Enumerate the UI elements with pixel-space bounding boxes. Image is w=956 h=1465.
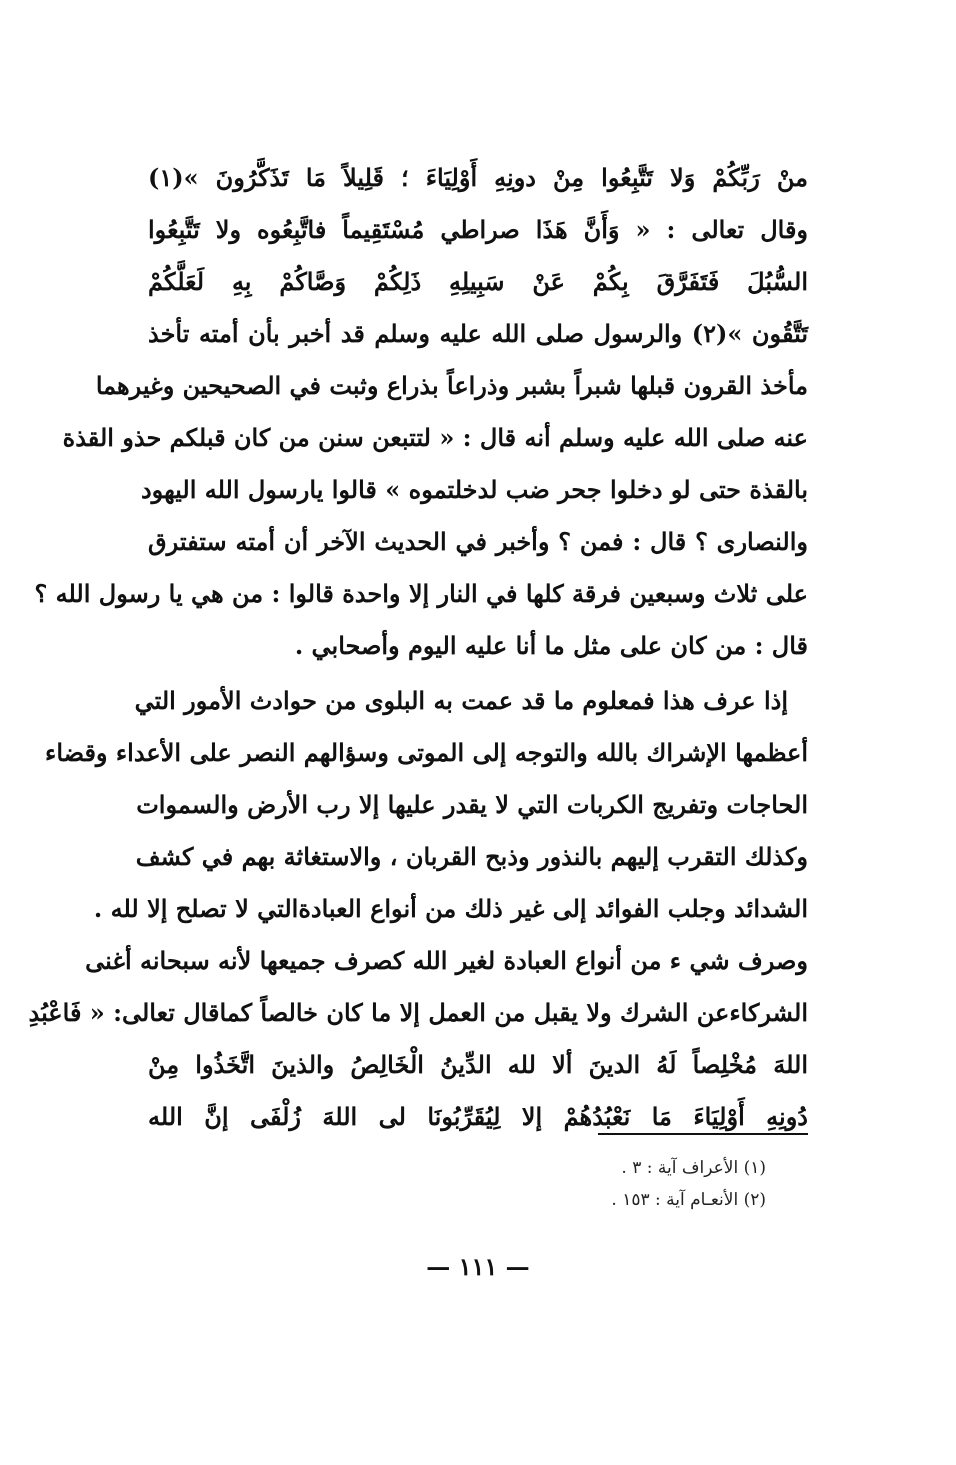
footnote-1: (١) الأعراف آية : ٣ . — [621, 1158, 766, 1178]
text-line: قال : من كان على مثل ما أنا عليه اليوم وأصحابي . — [294, 631, 808, 660]
text-line: مأخذ القرون قبلها شبراً بشبر وذراعاً بذراع وثبت في الصحيحين وغيرهما — [95, 371, 808, 400]
footnote-2: (٢) الأنعـام آية : ١٥٣ . — [611, 1190, 766, 1210]
text-line: الحاجات وتفريج الكربات التي لا يقدر عليها إلا رب الأرض والسموات — [136, 790, 808, 819]
text-line: السُّبُلَ فَتَفَرَّقَ بِكُمْ عَنْ سَبِيلِهِ ذَلِكُمْ وَصَّاكُمْ بِهِ لَعَلَّكُمْ — [148, 267, 808, 296]
text-line: الشركاءعن الشرك ولا يقبل من العمل إلا ما كان خالصاً كماقال تعالى: « فَاعْبُدِ — [28, 998, 808, 1027]
paragraph-1 — [34, 152, 809, 672]
footnote-separator — [598, 1133, 808, 1135]
text-line: بالقذة حتى لو دخلوا جحر ضب لدخلتموه » قالوا يارسول الله اليهود — [140, 475, 808, 504]
text-line: تَتَّقُون »(٢) والرسول صلى الله عليه وسلم قد أخبر بأن أمته تأخذ — [148, 319, 809, 348]
text-line: على ثلاث وسبعين فرقة كلها في النار إلا واحدة قالوا : من هي يا رسول الله ؟ — [34, 579, 808, 608]
text-line: الشدائد وجلب الفوائد إلى غير ذلك من أنواع العبادةالتي لا تصلح إلا لله . — [93, 894, 808, 923]
paragraph-2 — [28, 675, 808, 1143]
text-line: عنه صلى الله عليه وسلم أنه قال : « لتتبعن سنن من كان قبلكم حذو القذة — [62, 423, 808, 452]
text-line: دُونِهِ أَوْلِيَاءَ مَا نَعْبُدُهُمْ إلا لِيُقَرِّبُونَا لى اللهَ زُلْفَى إنَّ الله — [148, 1102, 808, 1131]
text-line: وصرف شي ء من أنواع العبادة لغير الله كصرف جميعها لأنه سبحانه أغنى — [85, 946, 808, 975]
footnotes — [366, 1152, 766, 1216]
text-line: اللهَ مُخْلِصاً لَهُ الدينَ ألا لله الدِّينُ الْخَالِصُ والذينَ اتَّخَذُوا مِنْ — [148, 1050, 808, 1079]
page-number: — ١١١ — — [426, 1252, 530, 1281]
text-line: منْ رَبِّكُمْ وَلا تَتَّبِعُوا مِنْ دونِهِ أَوْلِيَاءَ ؛ قَلِيلاً مَا تَذَكَّرُونَ »(١) — [148, 163, 808, 192]
text-line: وكذلك التقرب إليهم بالنذور وذبح القربان ، والاستغاثة بهم في كشف — [135, 842, 808, 871]
text-line: إذا عرف هذا فمعلوم ما قد عمت به البلوى من حوادث الأمور التي — [134, 686, 788, 715]
text-line: وقال تعالى : « وَأَنَّ هَذَا صراطي مُسْتَقِيماً فاتَّبِعُوه ولا تَتَّبِعُوا — [148, 215, 808, 244]
text-line: أعظمها الإشراك بالله والتوجه إلى الموتى وسؤالهم النصر على الأعداء وقضاء — [45, 738, 808, 767]
text-line: والنصارى ؟ قال : فمن ؟ وأخبر في الحديث الآخر أن أمته ستفترق — [148, 527, 808, 556]
